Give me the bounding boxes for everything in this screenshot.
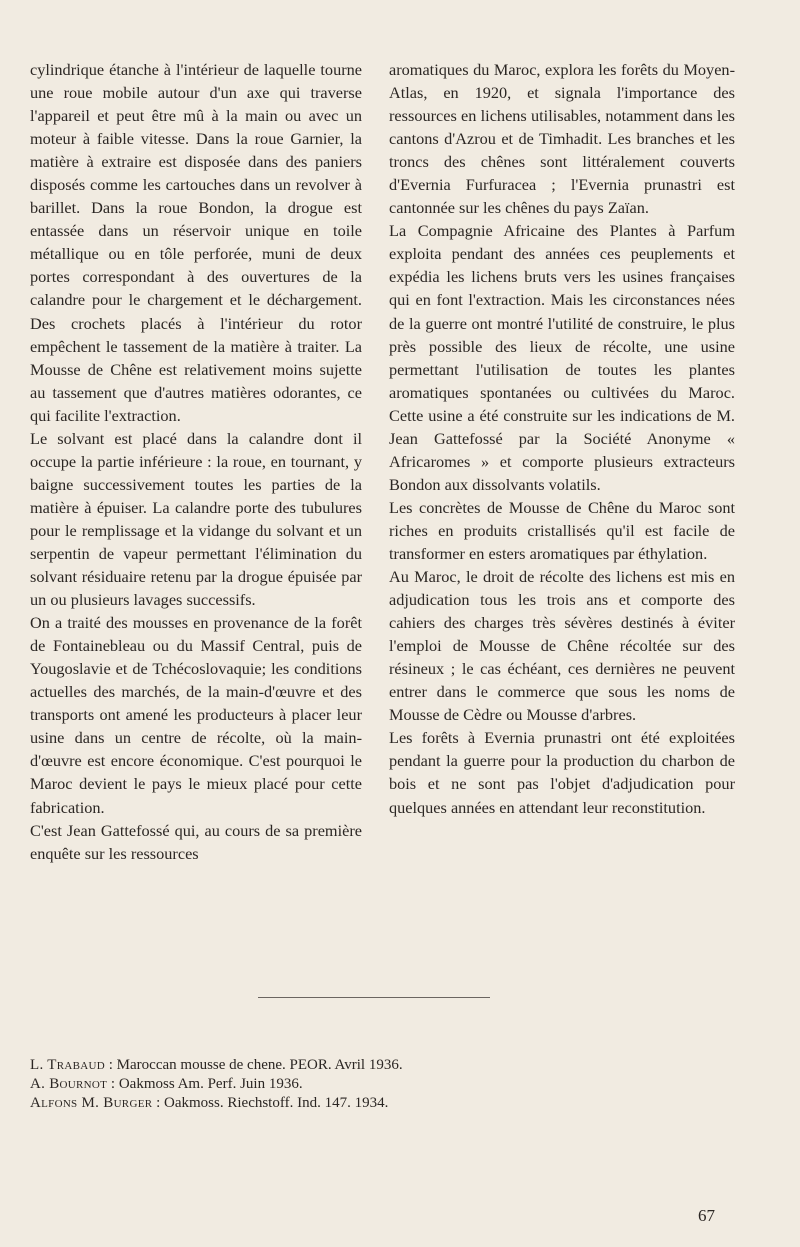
paragraph: Les forêts à Evernia prunastri ont été exploitées pendant la guerre pour la production du charbon de bois et ne sont pas l'objet d'adjudication pour quelques années en attendant leur reconstitution.: [389, 728, 735, 817]
paragraph: Au Maroc, le droit de récolte des lichens est mis en adjudication tous les trois ans et comporte des cahiers des charges très sévères destinés à éviter l'emploi de Mousse de Chêne récoltée sur des résineux ; le cas échéant, ces dernières ne peuvent entrer dans le commerce que sous les noms de Mousse de Cèdre ou Mousse d'arbres.: [389, 567, 735, 725]
reference-text: : Maroccan mousse de chene. PEOR. Avril 1936.: [105, 1057, 403, 1073]
reference: [30, 1094, 650, 1113]
footnotes: [30, 1056, 650, 1113]
page-number: 67: [698, 1206, 715, 1225]
reference: [30, 1056, 650, 1075]
reference-author: Alfons M. Burger: [30, 1095, 153, 1111]
paragraph: On a traité des mousses en provenance de la forêt de Fontainebleau ou du Massif Central, puis de Yougoslavie et de Tchécoslovaquie; les conditions actuelles des marchés, de la main-d'œuvre et des transports ont amené les producteurs à placer leur usine dans un centre de récolte, où la main-d'œuvre est encore économique. C'est pourquoi le Maroc devient le pays le mieux placé pour cette fabrication.: [30, 613, 362, 817]
paragraph: cylindrique étanche à l'intérieur de laquelle tourne une roue mobile autour d'un axe qui traverse l'appareil et peut être mû à la main ou avec un moteur à faible vitesse. Dans la roue Garnier, la matière à extraire est disposée dans des paniers disposés comme les cartouches dans un revolver à barillet. Dans la roue Bondon, la drogue est entassée dans un réservoir unique en toile métallique ou en tôle perforée, muni de deux portes correspondant à des ouvertures de la calandre pour le chargement et le déchargement. Des crochets placés à l'intérieur du rotor empêchent le tassement de la matière à traiter. La Mousse de Chêne est relativement moins sujette au tassement que d'autres matières odorantes, ce qui facilite l'extraction.: [30, 60, 362, 425]
reference-author: A. Bournot: [30, 1076, 108, 1092]
reference-text: : Oakmoss Am. Perf. Juin 1936.: [107, 1076, 303, 1092]
paragraph: Le solvant est placé dans la calandre dont il occupe la partie inférieure : la roue, en tournant, y baigne successivement toutes les parties de la matière à épuiser. La calandre porte des tubulures pour le remplissage et la vidange du solvant et un serpentin de vapeur permettant l'élimination du solvant résiduaire retenu par la drogue épuisée par un ou plusieurs lavages successifs.: [30, 428, 362, 610]
paragraph: Les concrètes de Mousse de Chêne du Maroc sont riches en produits cristallisés qu'il est facile de transformer en esters aromatiques par éthylation.: [389, 497, 735, 563]
paragraph: La Compagnie Africaine des Plantes à Parfum exploita pendant des années ces peuplements et expédia les lichens bruts vers les usines françaises qui en font l'extraction. Mais les circonstances nées de la guerre ont montré l'utilité de construire, le plus près possible des lieux de récolte, une usine permettant l'utilisation de toutes les plantes aromatiques spontanées ou cultivées du Maroc. Cette usine a été construite sur les indications de M. Jean Gattefossé par la Société Anonyme « Africaromes » et comporte plusieurs extracteurs Bondon aux dissolvants volatils.: [389, 221, 735, 494]
right-column: [389, 58, 735, 819]
reference: [30, 1075, 650, 1094]
left-column: [30, 58, 362, 865]
footnote-divider: [258, 997, 490, 998]
paragraph: aromatiques du Maroc, explora les forêts du Moyen-Atlas, en 1920, et signala l'importance des ressources en lichens utilisables, notamment dans les cantons d'Azrou et de Timhadit. Les branches et les troncs des chênes sont littéralement couverts d'Evernia Furfuracea ; l'Evernia prunastri est cantonnée sur les chênes du pays Zaïan.: [389, 60, 735, 218]
paragraph: C'est Jean Gattefossé qui, au cours de sa première enquête sur les ressources: [30, 820, 362, 863]
reference-text: : Oakmoss. Riechstoff. Ind. 147. 1934.: [152, 1095, 389, 1111]
reference-author: L. Trabaud: [30, 1057, 106, 1073]
